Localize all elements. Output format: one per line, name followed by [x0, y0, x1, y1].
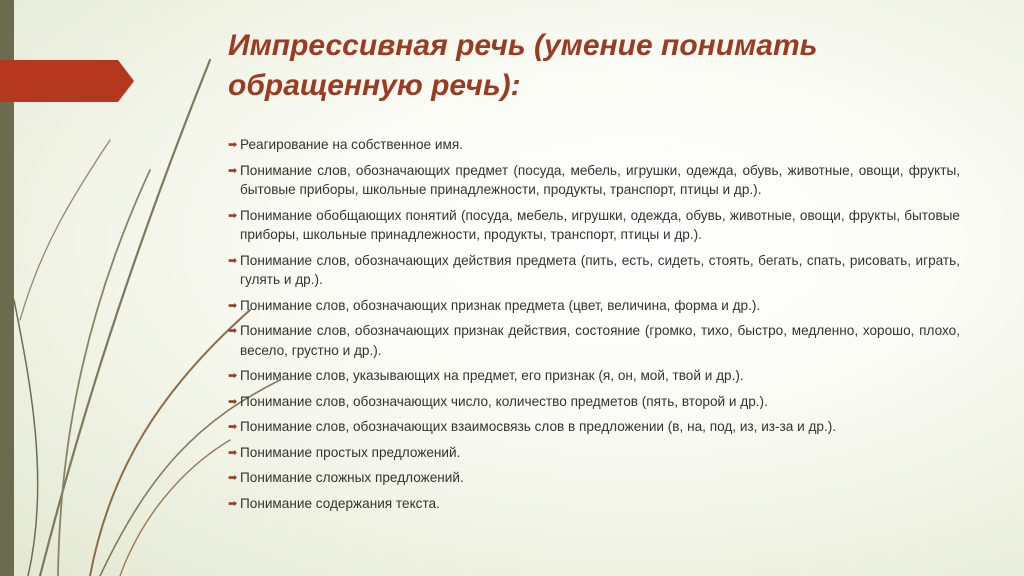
slide-title: Импрессивная речь (умение понимать обращенную речь):	[228, 29, 818, 102]
bullet-item: ➡ Понимание слов, обозначающих признак действия, состояние (громко, тихо, быстро, медленно, хорошо, плохо, весело, грустно и др.).	[228, 323, 960, 358]
bullet-item: ➡ Понимание обобщающих понятий (посуда, мебель, игрушки, одежда, обувь, животные, овощи, фрукты, бытовые приборы, школьные принадлежности, продукты, транспорт, птицы и др.).	[228, 207, 960, 242]
arrow-bullet-icon: ➡	[228, 446, 238, 459]
arrow-bullet-icon: ➡	[228, 299, 238, 312]
bullet-item: ➡ Понимание слов, обозначающих признак предмета (цвет, величина, форма и др.).	[228, 296, 960, 316]
bullet-list	[228, 135, 960, 519]
arrow-bullet-icon: ➡	[228, 472, 238, 484]
arrow-bullet-icon: ➡	[228, 325, 238, 337]
arrow-bullet-icon: ➡	[228, 209, 238, 222]
arrow-bullet-icon: ➡	[228, 395, 238, 408]
red-arrow-tab	[0, 60, 134, 102]
arrow-bullet-icon: ➡	[228, 421, 238, 433]
bullet-item: ➡ Понимание сложных предложений.	[228, 468, 960, 488]
bullet-item: ➡ Понимание слов, указывающих на предмет, его признак (я, он, мой, твой и др.).	[228, 366, 960, 386]
arrow-bullet-icon: ➡	[228, 497, 238, 510]
bullet-item: ➡ Реагирование на собственное имя.	[228, 135, 960, 155]
bullet-item: ➡ Понимание слов, обозначающих предмет (посуда, мебель, игрушки, одежда, обувь, животные, овощи, фрукты, бытовые приборы, школьные принадлежности, продукты, транспорт, птицы и др.).	[228, 162, 960, 197]
bullet-item: ➡ Понимание слов, обозначающих взаимосвязь слов в предложении (в, на, под, из, из-за и др.).	[228, 417, 960, 437]
bullet-item: ➡ Понимание слов, обозначающих действия предмета (пить, есть, сидеть, стоять, бегать, спать, рисовать, играть, гулять и др.).	[228, 252, 960, 287]
arrow-bullet-icon: ➡	[228, 254, 238, 267]
bullet-item: ➡ Понимание простых предложений.	[228, 443, 960, 463]
arrow-bullet-icon: ➡	[228, 164, 238, 177]
arrow-bullet-icon: ➡	[228, 139, 238, 151]
arrow-bullet-icon: ➡	[228, 370, 238, 382]
bullet-item: ➡ Понимание слов, обозначающих число, количество предметов (пять, второй и др.).	[228, 392, 960, 412]
bullet-item: ➡ Понимание содержания текста.	[228, 494, 960, 514]
